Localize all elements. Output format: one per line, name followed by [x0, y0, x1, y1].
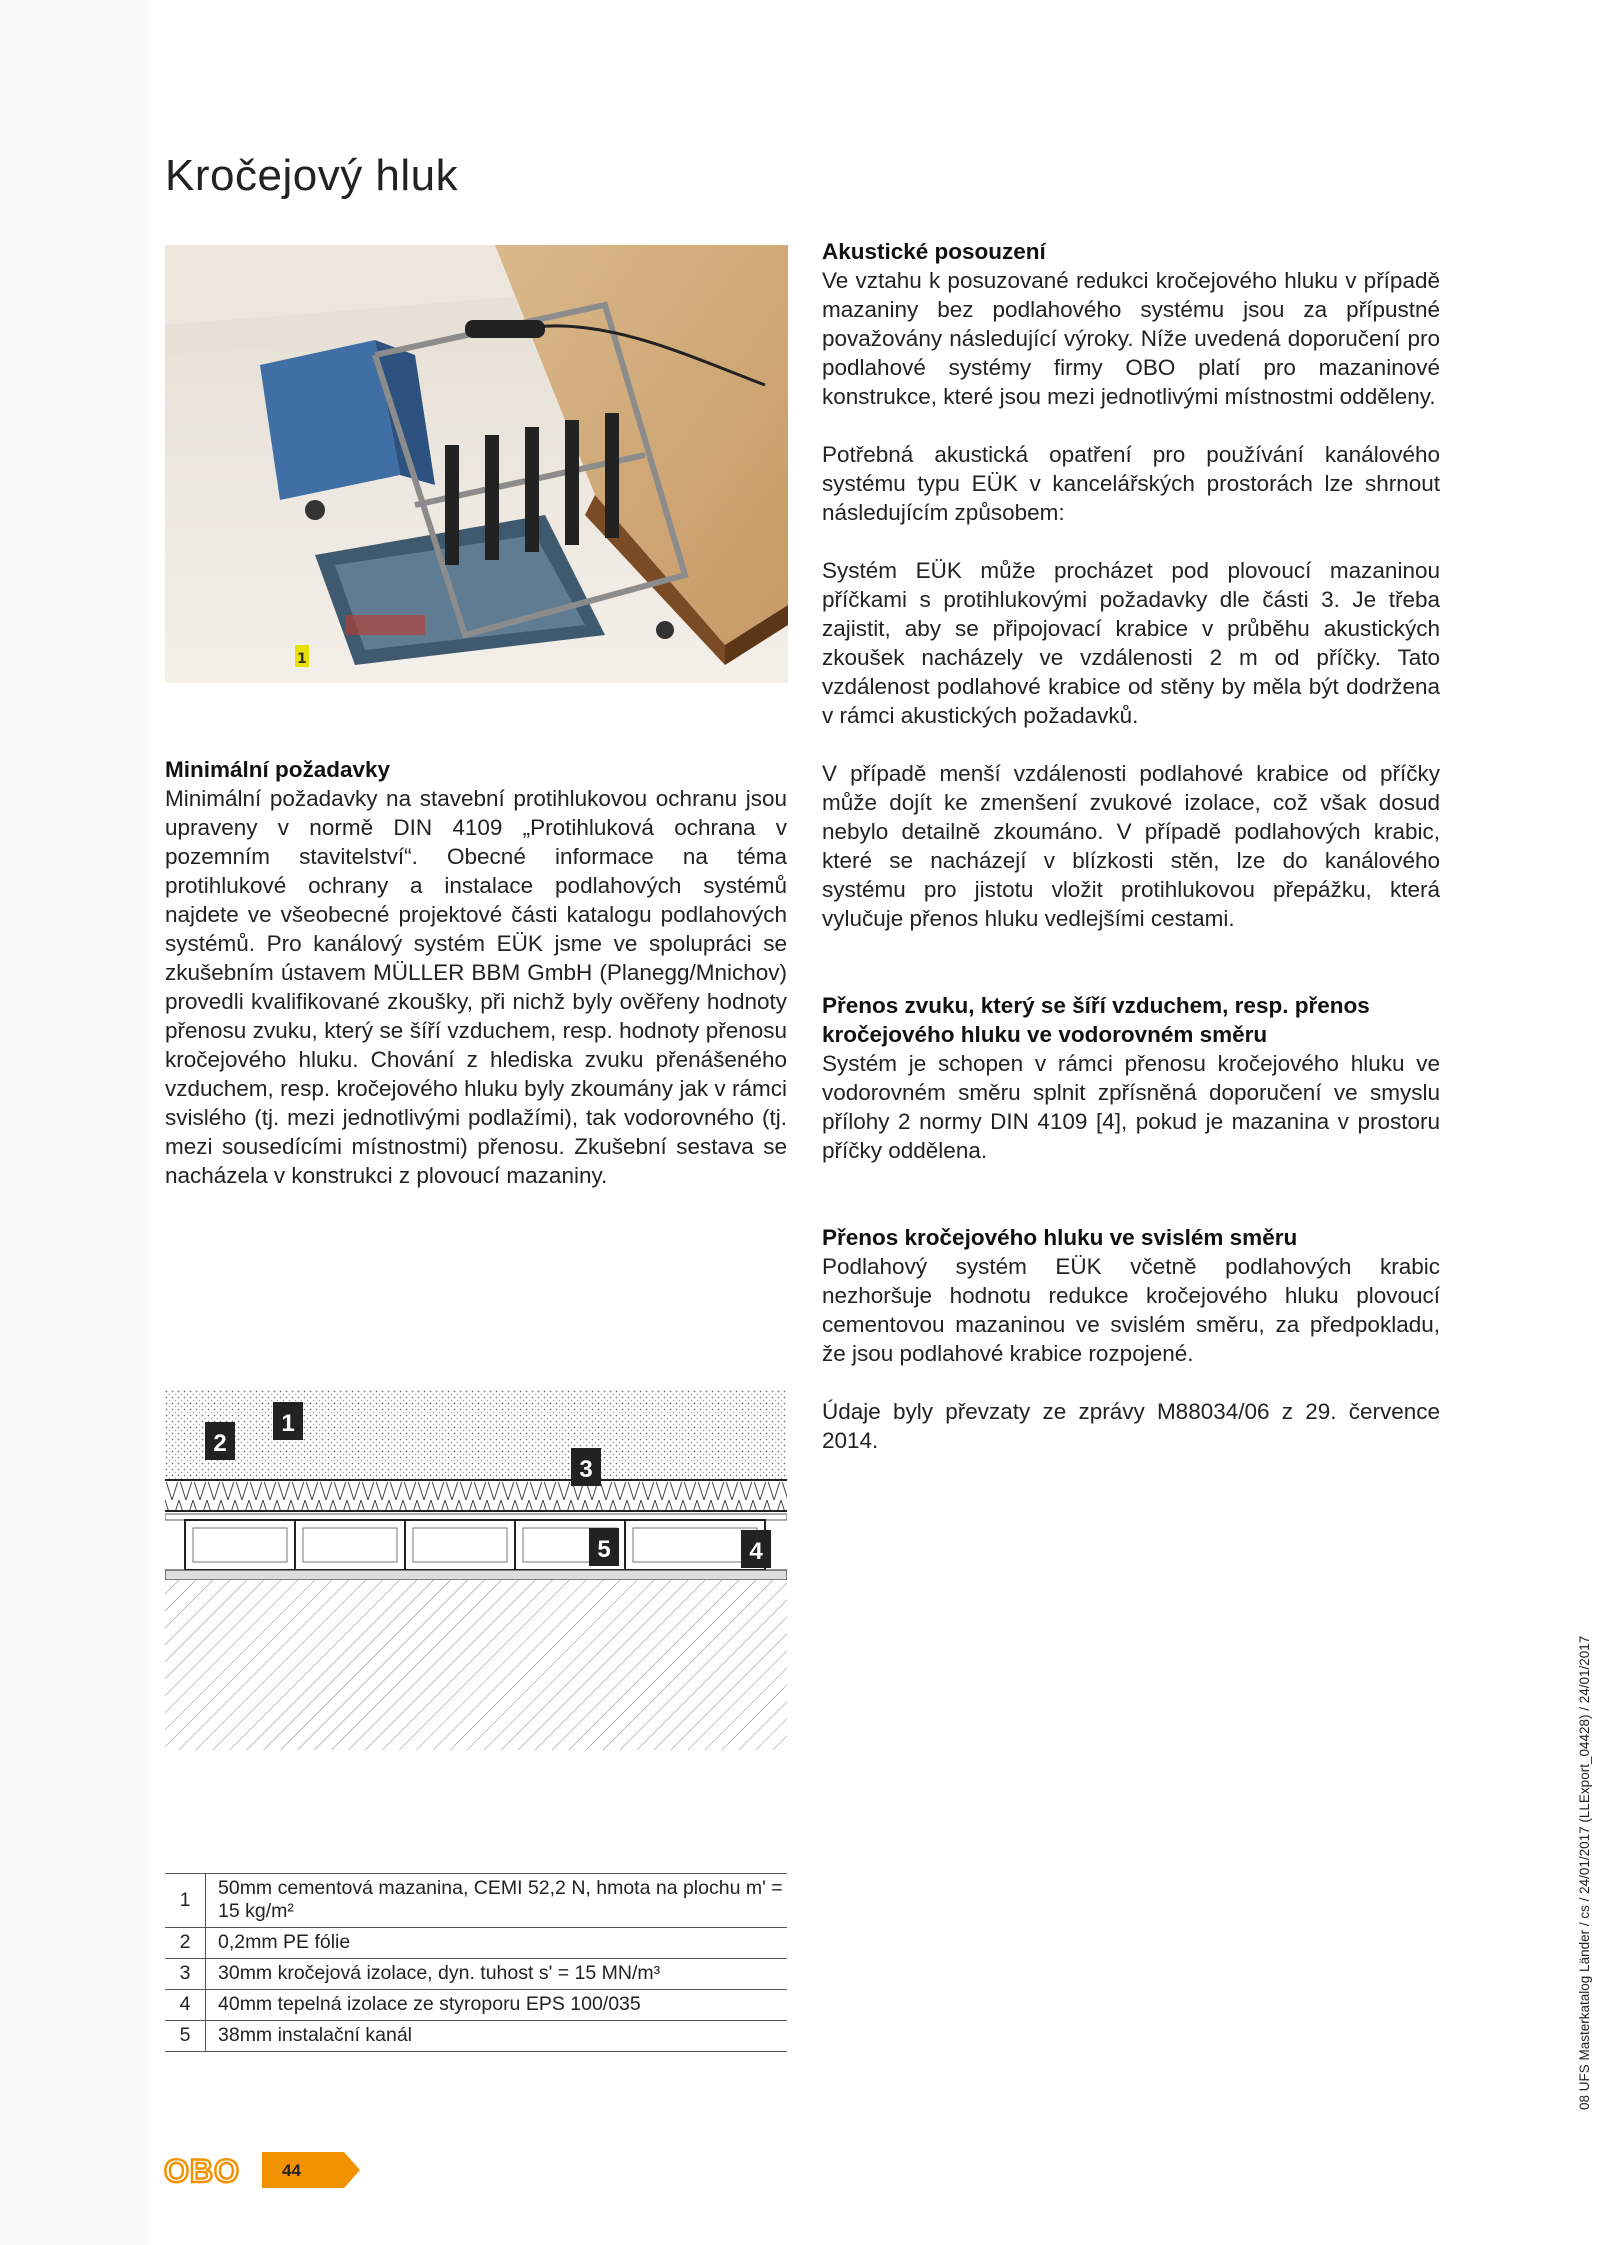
catalog-side-text: 08 UFS Masterkatalog Länder / cs / 24/01/2017 (LLExport_04428) / 24/01/2017	[1577, 1635, 1592, 2110]
minimal-requirements-heading: Minimální požadavky	[165, 757, 391, 782]
minimal-requirements-body: Minimální požadavky na stavební protihlukovou ochranu jsou upraveny v normě DIN 4109 „Protihluková ochrana v pozemním stavitelství“. Obecné informace na téma protihlukové ochrany a instalace podlahových systémů najdete ve všeobecné projektové části katalogu podlahových systémů. Pro kanálový systém EÜK jsme ve spolupráci se zkušebním ústavem MÜLLER BBM GmbH (Planegg/Mnichov) provedli kvalifikované zkoušky, při nichž byly ověřeny hodnoty přenosu zvuku, který se šíří vzduchem, resp. hodnoty přenosu kročejového hluku. Chování z hlediska zvuku přenášeného vzduchem, resp. kročejového hluku byly zkoumány jak v rámci svislého (tj. mezi jednotlivými podlažími), tak vodorovného (tj. mezi sousedícími místnostmi) přenosu. Zkušební sestava se nacházela v konstrukci z plovoucí mazaniny.	[165, 786, 787, 1188]
layer-legend-table	[165, 1873, 787, 2052]
acoustic-assessment-heading: Akustické posouzení	[822, 239, 1046, 264]
legend-row	[165, 2021, 787, 2052]
page-title: Kročejový hluk	[165, 151, 459, 201]
diagram-label-4: 4	[749, 1538, 763, 1565]
euk-system-paragraph: Systém EÜK může procházet pod plovoucí mazaninou příčkami s protihlukovými požadavky dle části 3. Je třeba zajistit, aby se připojovací krabice v průběhu akustických zkoušek nacházely ve vzdálenosti 2 m od příčky. Tato vzdálenost podlahové krabice od stěny by měla být dodržena v rámci akustických požadavků.	[822, 558, 1440, 728]
legend-num: 5	[165, 2021, 206, 2052]
smaller-distance-paragraph: V případě menší vzdálenosti podlahové krabice od příčky může dojít ke zmenšení zvukové izolace, což však dosud nebylo detailně zkoumáno. V případě podlahových krabic, které se nacházejí v blízkosti stěn, lze do kanálového systému pro jistotu vložit protihlukovou přepážku, která vylučuje přenos hluku vedlejšími cestami.	[822, 761, 1440, 931]
legend-row	[165, 1928, 787, 1959]
legend-num: 4	[165, 1990, 206, 2021]
test-apparatus-photo	[165, 245, 788, 683]
obo-logo-text: OBO	[164, 2153, 240, 2189]
legend-row	[165, 1959, 787, 1990]
diagram-label-3: 3	[579, 1456, 593, 1483]
page-number-badge	[262, 2150, 362, 2190]
legend-text: 40mm tepelná izolace ze styroporu EPS 100/035	[206, 1990, 788, 2021]
horizontal-transfer-heading: Přenos zvuku, který se šíří vzduchem, resp. přenos kročejového hluku ve vodorovném směru	[822, 993, 1370, 1047]
measures-paragraph: Potřebná akustická opatření pro používání kanálového systému typu EÜK v kancelářských prostorách lze shrnout následujícím způsobem:	[822, 442, 1440, 525]
obo-logo	[162, 2150, 242, 2190]
diagram-label-5: 5	[597, 1536, 611, 1563]
vertical-transfer-heading: Přenos kročejového hluku ve svislém směru	[822, 1225, 1298, 1250]
page-number: 44	[282, 2161, 301, 2180]
legend-text: 50mm cementová mazanina, CEMI 52,2 N, hmota na plochu m' = 15 kg/m²	[206, 1874, 788, 1928]
diagram-label-2: 2	[213, 1430, 227, 1457]
vertical-transfer-body: Podlahový systém EÜK včetně podlahových krabic nezhoršuje hodnotu redukce kročejového hluku plovoucí cementovou mazaninou ve svislém směru, za předpokladu, že jsou podlahové krabice rozpojené.	[822, 1254, 1440, 1366]
horizontal-transfer-body: Systém je schopen v rámci přenosu kročejového hluku ve vodorovném směru splnit zpřísněná doporučení ve smyslu přílohy 2 normy DIN 4109 [4], pokud je mazanina v prostoru příčky oddělena.	[822, 1051, 1440, 1163]
legend-num: 2	[165, 1928, 206, 1959]
acoustic-assessment-body: Ve vztahu k posuzované redukci kročejového hluku v případě mazaniny bez podlahového systému jsou za přípustné považovány následující výroky. Níže uvedená doporučení pro podlahové systémy firmy OBO platí pro mazaninové konstrukce, které jsou mezi jednotlivými místnostmi odděleny.	[822, 268, 1440, 409]
source-paragraph: Údaje byly převzaty ze zprávy M88034/06 z 29. července 2014.	[822, 1399, 1440, 1453]
page-margin-strip	[0, 0, 148, 2245]
photo-marker: 1	[297, 651, 307, 667]
diagram-label-1: 1	[281, 1410, 295, 1437]
legend-num: 3	[165, 1959, 206, 1990]
legend-text: 0,2mm PE fólie	[206, 1928, 788, 1959]
legend-row	[165, 1874, 787, 1928]
left-column	[165, 755, 787, 1190]
legend-text: 38mm instalační kanál	[206, 2021, 788, 2052]
legend-num: 1	[165, 1874, 206, 1928]
legend-text: 30mm kročejová izolace, dyn. tuhost s' = 15 MN/m³	[206, 1959, 788, 1990]
right-column	[822, 237, 1440, 1484]
floor-cross-section-diagram	[165, 1390, 787, 1750]
legend-row	[165, 1990, 787, 2021]
